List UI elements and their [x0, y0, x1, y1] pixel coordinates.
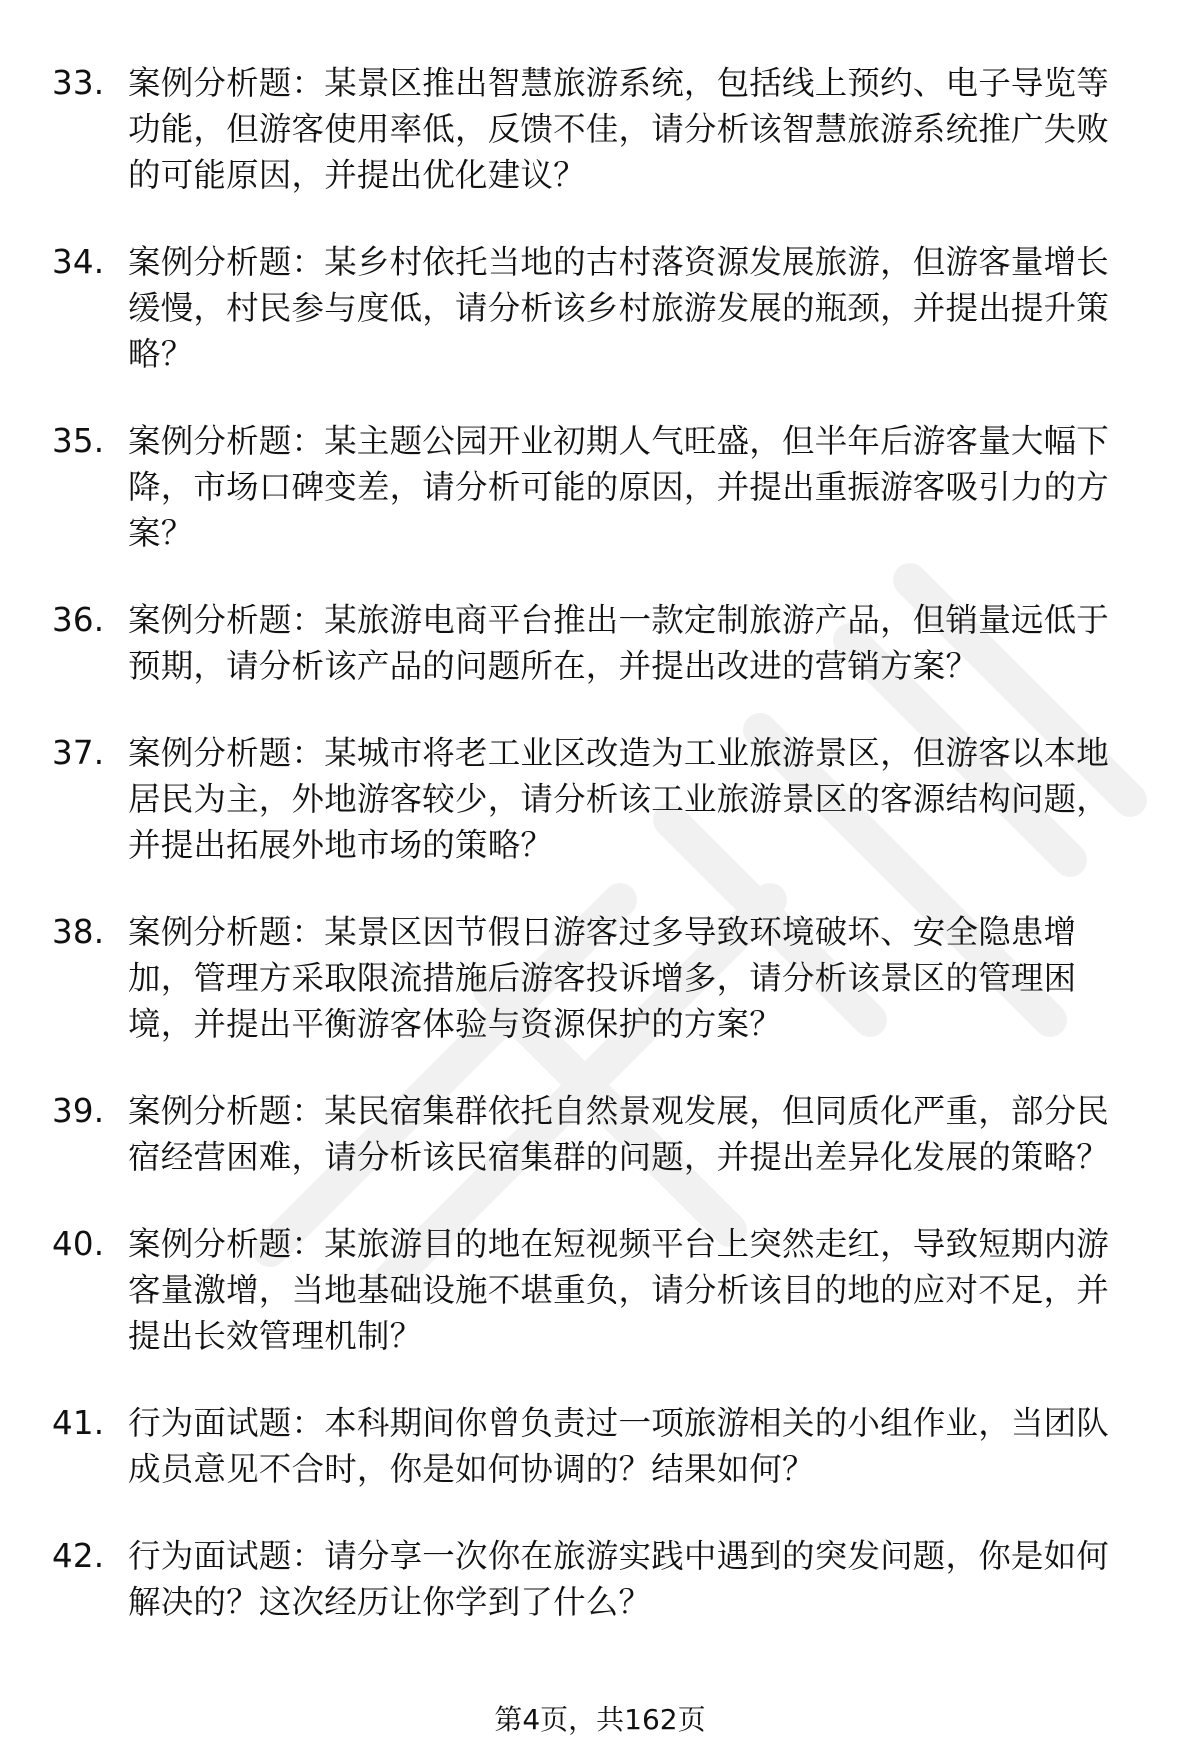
question-text: 案例分析题：某景区推出智慧旅游系统，包括线上预约、电子导览等功能，但游客使用率低，反馈不佳，请分析该智慧旅游系统推广失败的可能原因，并提出优化建议？ [128, 64, 1110, 194]
question-text: 案例分析题：某主题公园开业初期人气旺盛，但半年后游客量大幅下降，市场口碑变差，请分析可能的原因，并提出重振游客吸引力的方案？ [128, 422, 1110, 552]
question-text: 案例分析题：某城市将老工业区改造为工业旅游景区，但游客以本地居民为主，外地游客较少，请分析该工业旅游景区的客源结构问题，并提出拓展外地市场的策略？ [128, 734, 1110, 864]
question-42 [0, 1533, 1200, 1625]
question-41 [0, 1400, 1200, 1492]
question-number: 34. [52, 243, 105, 281]
question-number: 39. [52, 1092, 105, 1130]
page-footer: 第4页，共162页 [494, 1703, 706, 1736]
question-number: 38. [52, 913, 105, 951]
question-number: 37. [52, 734, 105, 772]
question-list [0, 60, 1200, 1625]
question-number: 40. [52, 1225, 105, 1263]
question-35 [0, 418, 1200, 556]
question-40 [0, 1221, 1200, 1359]
question-text: 案例分析题：某旅游电商平台推出一款定制旅游产品，但销量远低于预期，请分析该产品的问题所在，并提出改进的营销方案？ [128, 601, 1110, 685]
question-38 [0, 909, 1200, 1047]
question-text: 行为面试题：请分享一次你在旅游实践中遇到的突发问题，你是如何解决的？这次经历让你学到了什么？ [128, 1537, 1110, 1621]
question-37 [0, 730, 1200, 868]
question-text: 案例分析题：某旅游目的地在短视频平台上突然走红，导致短期内游客量激增，当地基础设施不堪重负，请分析该目的地的应对不足，并提出长效管理机制？ [128, 1225, 1110, 1355]
question-36 [0, 597, 1200, 689]
question-number: 33. [52, 64, 105, 102]
question-number: 36. [52, 601, 105, 639]
question-text: 案例分析题：某乡村依托当地的古村落资源发展旅游，但游客量增长缓慢，村民参与度低，请分析该乡村旅游发展的瓶颈，并提出提升策略？ [128, 243, 1110, 373]
question-number: 42. [52, 1537, 105, 1575]
question-number: 41. [52, 1404, 105, 1442]
question-33 [0, 60, 1200, 198]
question-39 [0, 1088, 1200, 1180]
question-text: 案例分析题：某景区因节假日游客过多导致环境破坏、安全隐患增加，管理方采取限流措施后游客投诉增多，请分析该景区的管理困境，并提出平衡游客体验与资源保护的方案？ [128, 913, 1077, 1043]
question-text: 案例分析题：某民宿集群依托自然景观发展，但同质化严重，部分民宿经营困难，请分析该民宿集群的问题，并提出差异化发展的策略？ [128, 1092, 1110, 1176]
question-number: 35. [52, 422, 105, 460]
question-34 [0, 239, 1200, 377]
question-text: 行为面试题：本科期间你曾负责过一项旅游相关的小组作业，当团队成员意见不合时，你是如何协调的？结果如何？ [128, 1404, 1110, 1488]
